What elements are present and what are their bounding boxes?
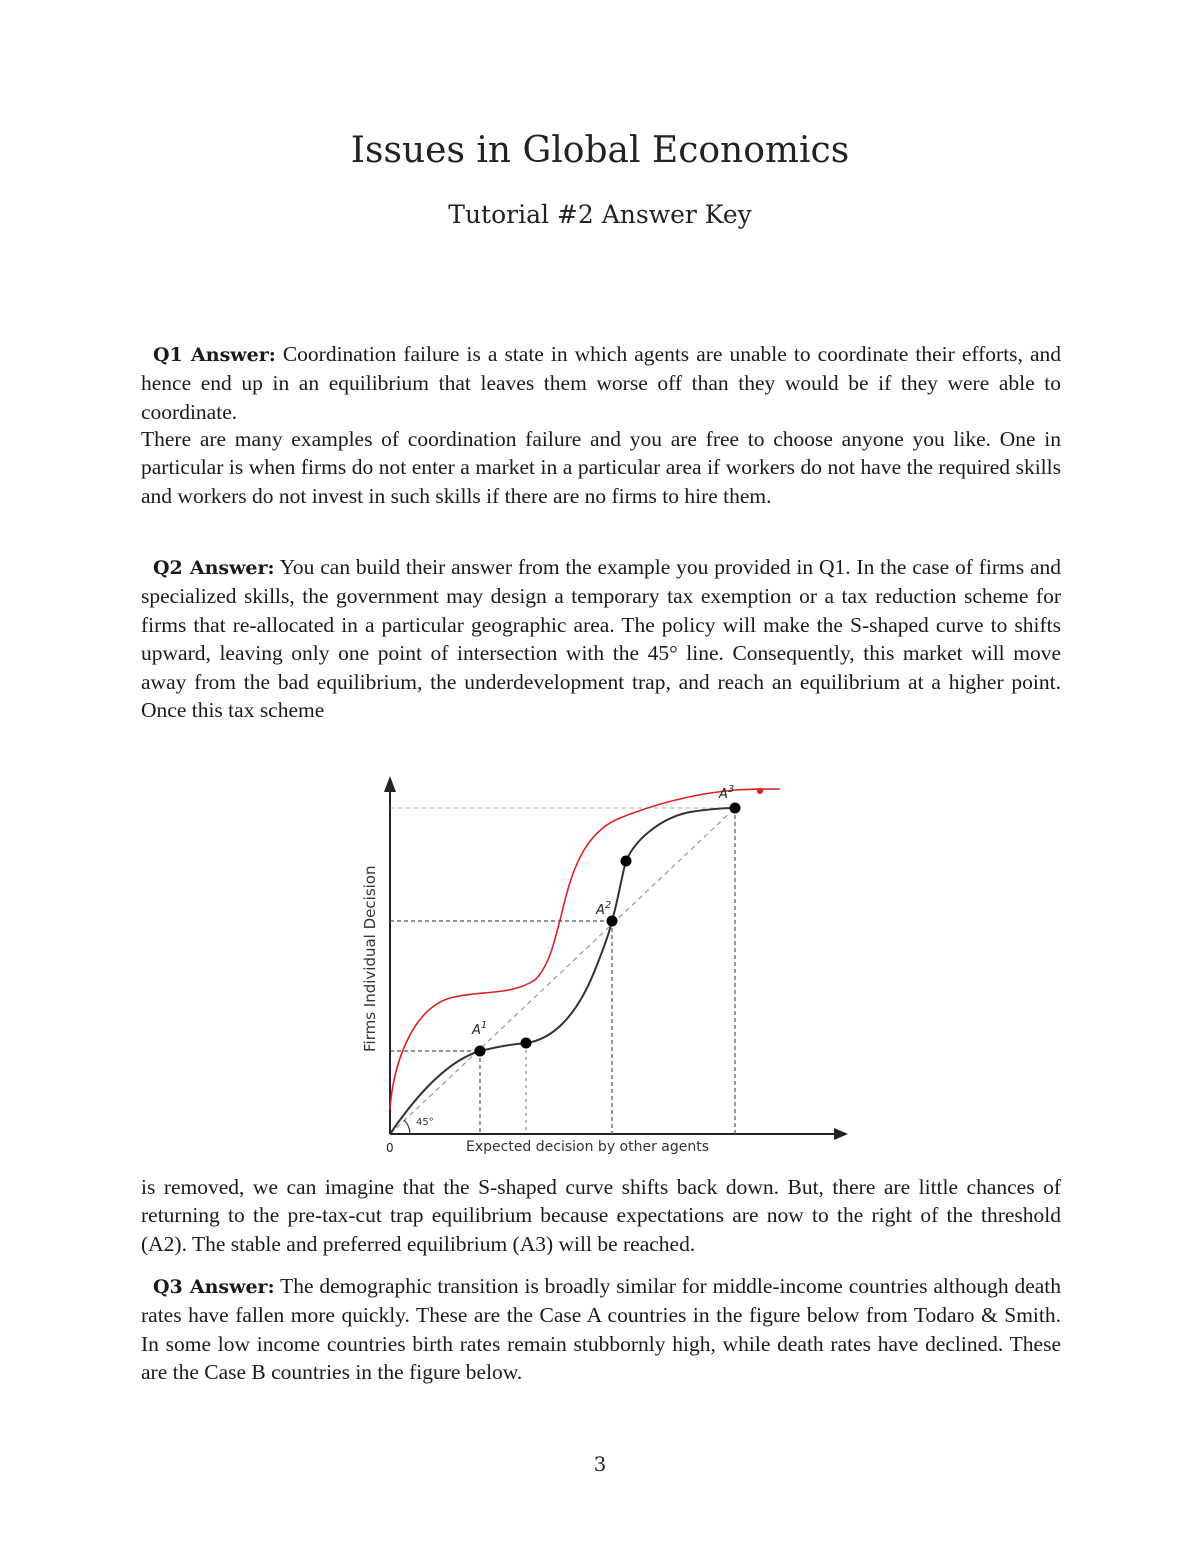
- q2-continuation: [141, 1173, 1061, 1258]
- q2-text: You can build their answer from the example you provided in Q1. In the case of firms and specialized skills, the government may design a temporary tax exemption or a tax reduction scheme for firms that re-allocated in a particular geographic area. The policy will make the S-shaped curve to shifts upward, leaving only one point of intersection with the 45° line. Consequently, this market will move away from the bad equilibrium, the underdevelopment trap, and reach an equilibrium at a higher point. Once this tax scheme: [141, 555, 1061, 723]
- y-axis-label: Firms Individual Decision: [361, 865, 379, 1052]
- q2-label: Q2 Answer:: [153, 557, 275, 579]
- q3-label: Q3 Answer:: [153, 1276, 275, 1298]
- shifted-s-curve: [390, 789, 780, 1110]
- point-threshold-low: [521, 1038, 532, 1049]
- q3-paragraph: [141, 1272, 1061, 1387]
- y-axis-arrow: [384, 776, 396, 792]
- diagonal-45-line: [390, 808, 735, 1134]
- s-curve-diagram: [350, 770, 860, 1160]
- label-a3: $A^3$: [719, 784, 735, 802]
- q3-text: The demographic transition is broadly similar for middle-income countries although death rates have fallen more quickly. These are the Case A countries in the figure below from Todaro & Smith. In some low income countries birth rates remain stubbornly high, while death rates have declined. These are the Case B countries in the figure below.: [141, 1274, 1061, 1385]
- point-a1: [475, 1046, 486, 1057]
- q1-text: Coordination failure is a state in which agents are unable to coordinate their efforts, and hence end up in an equilibrium that leaves them worse off than they would be if they were able to coordinate.: [141, 342, 1062, 424]
- point-a3: [730, 803, 741, 814]
- page-number: 3: [593, 1452, 607, 1476]
- document-subtitle: Tutorial #2 Answer Key: [448, 200, 752, 229]
- q1-paragraph: [141, 340, 1061, 426]
- q1-paragraph-2: [141, 425, 1061, 510]
- document-title: Issues in Global Economics: [350, 130, 850, 171]
- angle-label: 45°: [416, 1117, 434, 1128]
- q2-paragraph: [141, 553, 1061, 724]
- q1-label: Q1 Answer:: [153, 344, 276, 366]
- x-axis-label: Expected decision by other agents: [466, 1139, 710, 1155]
- x-axis-arrow: [834, 1128, 848, 1140]
- angle-arc: [404, 1120, 410, 1134]
- label-a1: $A^1$: [472, 1020, 488, 1038]
- point-a2: [607, 916, 618, 927]
- origin-label: 0: [386, 1141, 394, 1155]
- label-a2: $A^2$: [596, 900, 612, 918]
- q1-text-2: There are many examples of coordination failure and you are free to choose anyone you like. One in particular is when firms do not enter a market in a particular area if workers do not have the required skills and workers do not invest in such skills if there are no firms to hire them.: [141, 427, 1061, 508]
- coordination-failure-figure: [350, 770, 860, 1160]
- q2-text-continued: is removed, we can imagine that the S-shaped curve shifts back down. But, there are little chances of returning to the pre-tax-cut trap equilibrium because expectations are now to the right of the threshold (A2). The stable and preferred equilibrium (A3) will be reached.: [141, 1175, 1061, 1256]
- point-red-end: [757, 788, 763, 794]
- point-upper: [621, 856, 632, 867]
